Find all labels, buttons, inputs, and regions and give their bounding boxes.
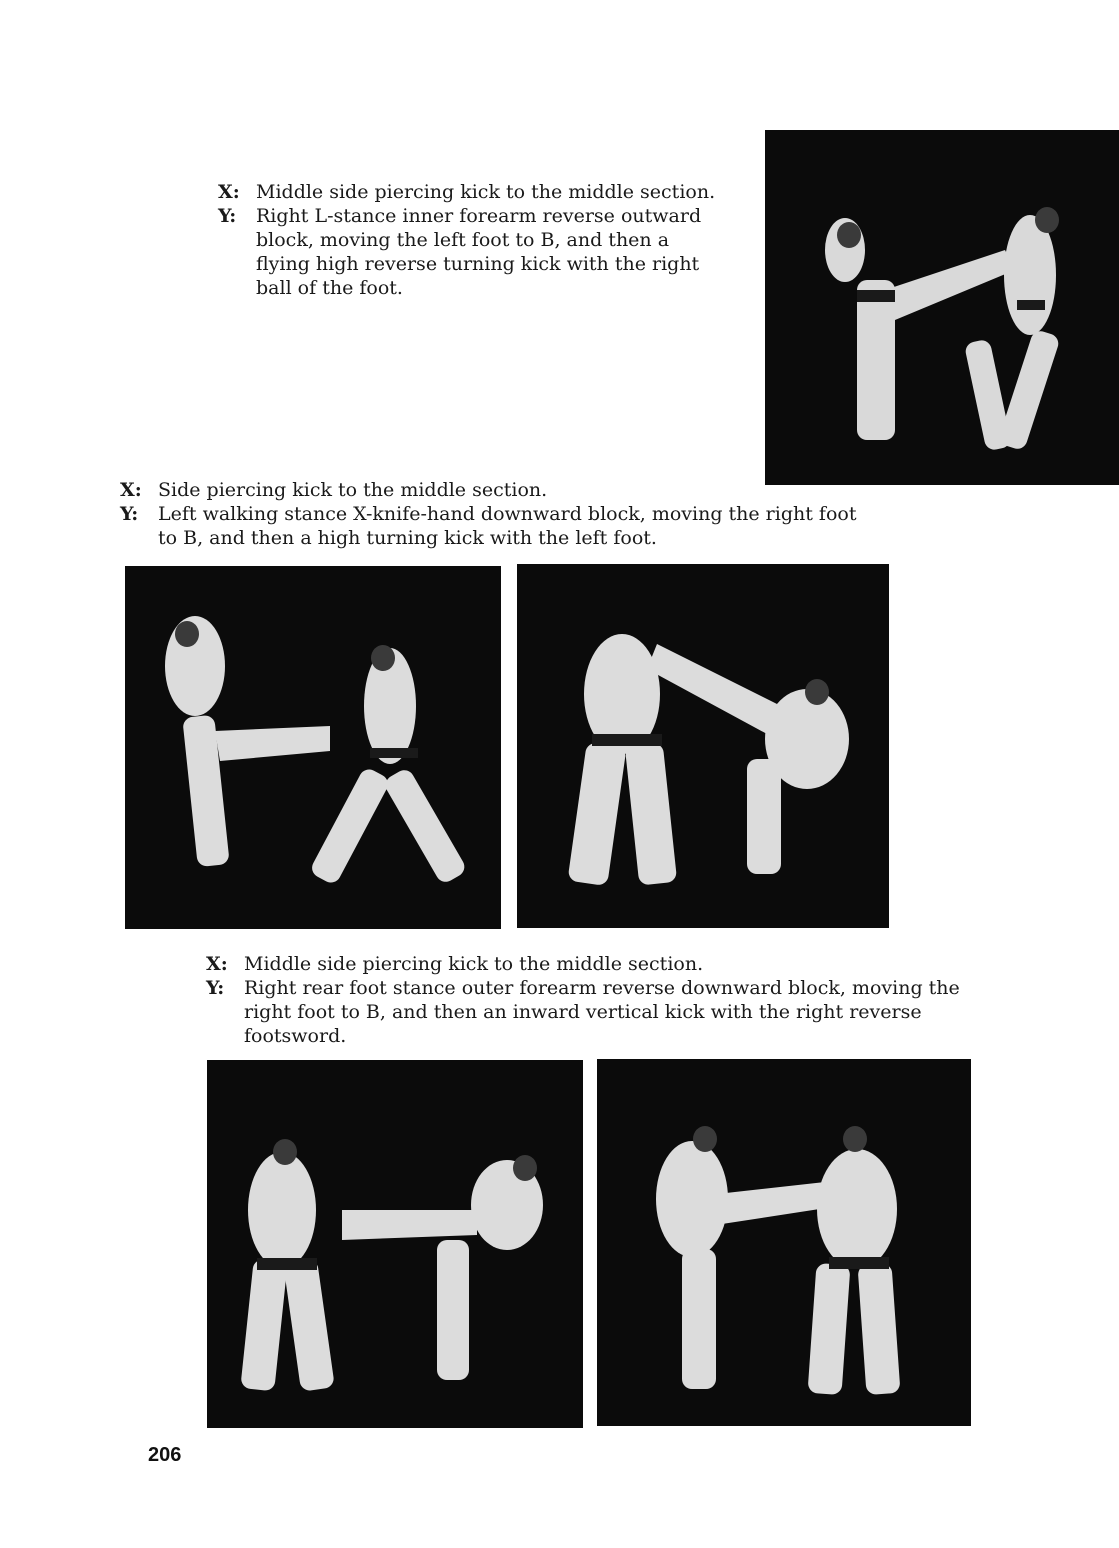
section3-x-entry xyxy=(206,952,966,976)
section3-y-entry xyxy=(206,976,966,1048)
y-label: Y: xyxy=(218,205,237,227)
section2-x-entry xyxy=(120,478,880,502)
y-description: Right L-stance inner forearm reverse outward block, moving the left foot to B, and then a flying high reverse turning kick with the right ball of the foot. xyxy=(256,205,702,299)
photo-side-kick-block xyxy=(125,566,501,929)
x-description: Side piercing kick to the middle section. xyxy=(158,479,548,501)
y-description: Right rear foot stance outer forearm reverse downward block, moving the right foot to B, and then an inward vertical kick with the right reverse footsword. xyxy=(244,977,960,1047)
photo-flying-reverse-turning-kick xyxy=(765,130,1119,485)
x-description: Middle side piercing kick to the middle section. xyxy=(256,181,716,203)
page-number: 206 xyxy=(148,1444,182,1466)
y-description: Left walking stance X-knife-hand downward block, moving the right foot to B, and then a high turning kick with the left foot. xyxy=(158,503,857,549)
section2-y-entry xyxy=(120,502,880,550)
y-label: Y: xyxy=(120,503,139,525)
section1-text xyxy=(218,180,723,300)
section2-text xyxy=(120,478,880,550)
x-label: X: xyxy=(206,953,228,975)
x-label: X: xyxy=(218,181,240,203)
x-description: Middle side piercing kick to the middle section. xyxy=(244,953,704,975)
section3-text xyxy=(206,952,966,1048)
photo-inward-vertical-kick xyxy=(597,1059,971,1426)
section1-x-entry xyxy=(218,180,723,204)
section1-y-entry xyxy=(218,204,723,300)
photo-middle-side-kick-block xyxy=(207,1060,583,1428)
x-label: X: xyxy=(120,479,142,501)
y-label: Y: xyxy=(206,977,225,999)
photo-high-turning-kick xyxy=(517,564,889,928)
